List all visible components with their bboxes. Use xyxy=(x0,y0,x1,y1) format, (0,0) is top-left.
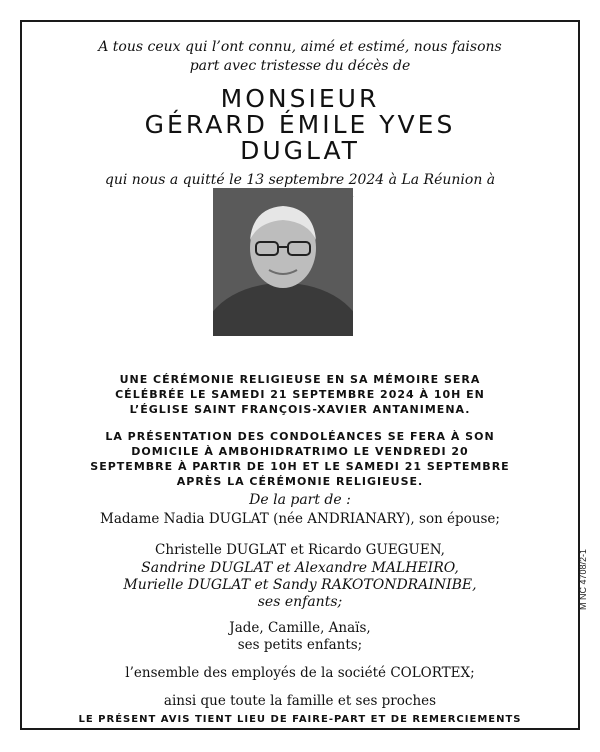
reference-code xyxy=(578,530,594,610)
grandchildren-line-1: Jade, Camille, Anaïs, xyxy=(229,620,371,636)
death-line-1: qui nous a quitté le 13 septembre 2024 à La Réunion à xyxy=(104,172,496,188)
name-first-names: GÉRARD ÉMILE YVES xyxy=(144,110,456,139)
ceremony-line-1: UNE CÉRÉMONIE RELIGIEUSE EN SA MÉMOIRE SERA xyxy=(119,373,481,386)
condolences-line-2: DOMICILE À AMBOHIDRATRIMO LE VENDREDI 20 xyxy=(131,445,469,458)
children-line-4: ses enfants; xyxy=(257,594,343,610)
condolences-line-1: LA PRÉSENTATION DES CONDOLÉANCES SE FERA À SON xyxy=(105,430,495,443)
reference-code-text: M NC 4708/2-1 xyxy=(578,548,588,610)
ceremony-line-2b: LE SAMEDI 21 SEPTEMBRE 2024 À 10H EN xyxy=(189,388,485,401)
spouse-line: Madame Nadia DUGLAT (née ANDRIANARY), son épouse; xyxy=(100,511,500,527)
from-heading: De la part de : xyxy=(249,492,351,508)
children-line-3: Murielle DUGLAT et Sandy RAKOTONDRAINIBE, xyxy=(123,577,477,593)
intro-line-2: part avec tristesse du décès de xyxy=(189,58,411,74)
children-line-1: Christelle DUGLAT et Ricardo GUEGUEN, xyxy=(155,542,445,558)
condolences-line-4: APRÈS LA CÉRÉMONIE RELIGIEUSE. xyxy=(176,475,424,488)
name-title: MONSIEUR xyxy=(220,84,380,113)
name-surname: DUGLAT xyxy=(240,136,360,165)
ceremony-line-3: L’ÉGLISE SAINT FRANÇOIS-XAVIER ANTANIMENA. xyxy=(129,403,471,416)
condolences-line-3: SEPTEMBRE À PARTIR DE 10H ET LE SAMEDI 21 SEPTEMBRE xyxy=(90,460,510,473)
family-line: ainsi que toute la famille et ses proches xyxy=(163,693,437,709)
employees-line: l’ensemble des employés de la société COLORTEX; xyxy=(125,665,475,681)
grandchildren-line-2: ses petits enfants; xyxy=(237,637,363,653)
ceremony-line-2a: CÉLÉBRÉE xyxy=(115,388,190,401)
portrait-photo xyxy=(213,188,353,336)
intro-line-1: A tous ceux qui l’ont connu, aimé et estimé, nous faisons xyxy=(98,39,502,55)
ceremony-line-2 xyxy=(0,387,600,402)
footer-notice: LE PRÉSENT AVIS TIENT LIEU DE FAIRE-PART ET DE REMERCIEMENTS xyxy=(78,714,522,725)
children-line-2: Sandrine DUGLAT et Alexandre MALHEIRO, xyxy=(141,560,459,576)
